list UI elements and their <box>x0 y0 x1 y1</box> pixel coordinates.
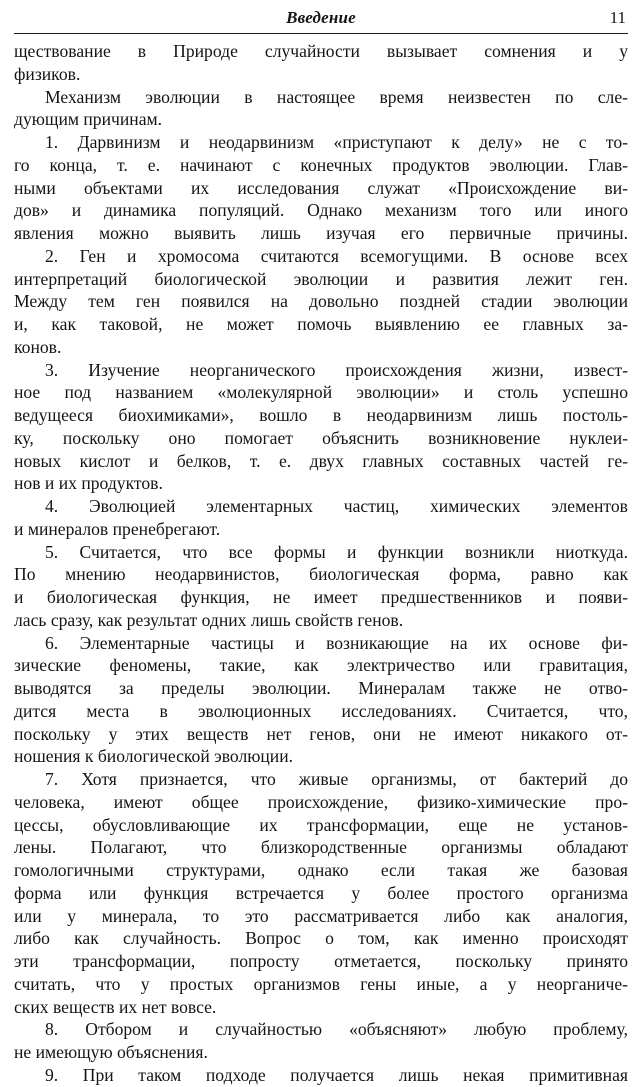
text-line: 4. Эволюцией элементарных частиц, химических элементов <box>45 496 628 516</box>
text-line: и биологическая функция, не имеет предшественников и появи- <box>14 587 628 607</box>
text-line: человека, имеют общее происхождение, физико-химические про- <box>14 791 628 812</box>
text-line: 6. Элементарные частицы и возникающие на их основе фи- <box>45 632 628 653</box>
text-line: Между тем ген появился на довольно поздней стадии эволюции <box>14 291 628 312</box>
text-line: нов и их продуктов. <box>14 473 163 494</box>
text-line: и минералов пренебрегают. <box>14 518 221 539</box>
body-text <box>14 40 628 1087</box>
text-line: зические феномены, такие, как электричество или гравитация, <box>14 655 628 676</box>
text-line: новых кислот и белков, т. е. двух главных составных частей ге- <box>14 450 628 471</box>
text-line: ношения к биологической эволюции. <box>14 746 294 767</box>
text-line: либо как случайность. Вопрос о том, как именно происходят <box>14 928 628 949</box>
text-line: физиков. <box>14 63 81 84</box>
running-head <box>14 6 628 32</box>
text-line: лены. Полагают, что близкородственные организмы обладают <box>14 837 628 858</box>
text-line: форма или функция встречается у более простого организма <box>14 882 628 903</box>
text-line: ку, поскольку оно помогает объяснить возникновение нуклеи- <box>14 427 628 448</box>
text-line: дующим причинам. <box>14 109 163 130</box>
text-line: не имеющую объяснения. <box>14 1042 208 1062</box>
text-line: ских веществ их нет вовсе. <box>14 996 217 1017</box>
text-line: 5. Считается, что все формы и функции возникли ниоткуда. <box>45 541 628 562</box>
text-line: явления можно выявить лишь изучая его первичные причины. <box>14 223 628 243</box>
text-line: выводятся за пределы эволюции. Минералам также не отво- <box>14 678 628 698</box>
text-line: цессы, обусловливающие их трансформации, еще не установ- <box>14 814 628 835</box>
text-line: дится места в эволюционных исследованиях. Считается, что, <box>14 700 628 721</box>
text-line: ведущееся биохимиками», вошло в неодарвинизм лишь постоль- <box>14 405 628 425</box>
text-line: конов. <box>14 336 62 357</box>
text-line: 2. Ген и хромосома считаются всемогущими. В основе всех <box>45 245 628 266</box>
text-line: лась сразу, как результат одних лишь свойств генов. <box>14 609 404 630</box>
text-line: ное под названием «молекулярной эволюции» и столь успешно <box>14 382 628 403</box>
header-rule <box>14 33 628 34</box>
text-line: 3. Изучение неорганического происхождения жизни, извест- <box>45 359 628 380</box>
text-line: ными объектами их исследования служат «Происхождение ви- <box>14 177 628 198</box>
text-line: интерпретаций биологической эволюции и развития лежит ген. <box>14 268 628 289</box>
text-line: эти трансформации, попросту отметается, поскольку принято <box>14 951 628 971</box>
text-line: и, как таковой, не может помочь выявлению ее главных за- <box>14 314 628 334</box>
text-line: Механизм эволюции в настоящее время неизвестен по сле- <box>45 86 628 107</box>
text-line: поскольку у этих веществ нет генов, они не имеют никакого от- <box>14 723 628 744</box>
text-line: 1. Дарвинизм и неодарвинизм «приступают к делу» не с то- <box>45 132 628 152</box>
text-line: считать, что у простых организмов гены иные, а у неорганиче- <box>14 973 628 994</box>
page-number: 11 <box>609 8 626 27</box>
text-line: По мнению неодарвинистов, биологическая форма, равно как <box>14 564 628 585</box>
running-title: Введение <box>286 8 356 27</box>
text-line: или у минерала, то это рассматривается либо как аналогия, <box>14 905 628 926</box>
text-line: дов» и динамика популяций. Однако механизм того или иного <box>14 200 628 221</box>
text-line: 9. При таком подходе получается лишь некая примитивная <box>45 1064 628 1085</box>
text-line: 8. Отбором и случайностью «объясняют» любую проблему, <box>45 1019 628 1040</box>
text-line: го конца, т. е. начинают с конечных продуктов эволюции. Глав- <box>14 154 628 175</box>
text-line: ществование в Природе случайности вызывает сомнения и у <box>14 41 628 61</box>
text-line: 7. Хотя признается, что живые организмы, от бактерий до <box>45 769 628 789</box>
text-line: гомологичными структурами, однако если такая же базовая <box>14 860 628 880</box>
